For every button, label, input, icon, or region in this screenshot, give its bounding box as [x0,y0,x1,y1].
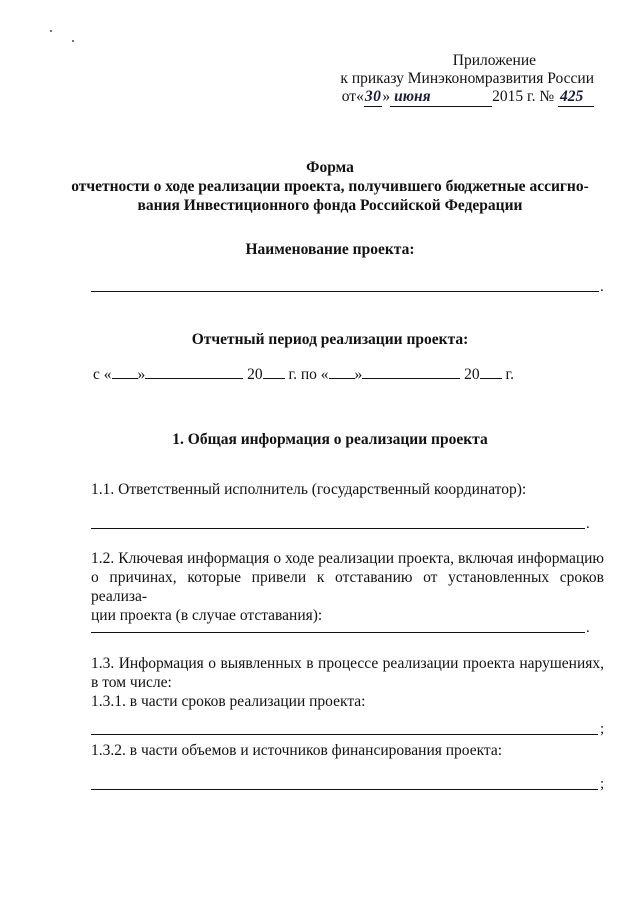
item-1-2-line3: ции проекта (в случае отставания): [91,607,323,624]
item-1-2-line2: о причинах, которые привели к отставанию от установленных сроков реализа- [91,569,604,605]
item-1-2 [91,549,604,625]
reporting-period-line [93,364,514,384]
period-from-year-field[interactable] [263,364,285,379]
period-to-year-prefix: 20 [464,366,480,383]
form-title-line1: Форма [306,159,354,176]
item-1-1: 1.1. Ответственный исполнитель (государственный координатор): [91,481,527,498]
date-year: 2015 г. № [492,88,555,105]
handwritten-month: июня [390,88,492,107]
item-1-3 [91,654,604,711]
handwritten-order-number: 425 [558,88,594,107]
appendix-header [0,52,594,107]
item-1-2-end: . [586,620,590,636]
order-date-line [0,88,594,107]
period-from-quote: » [137,366,146,383]
handwritten-day: 30 [364,88,382,105]
period-from-prefix: с « [93,366,112,383]
period-to-year-field[interactable] [480,364,502,379]
period-from-day-field[interactable] [112,364,138,379]
period-from-year-prefix: 20 [247,366,263,383]
speck [50,30,52,32]
item-1-3-2-field-line[interactable] [91,789,598,790]
item-1-3-1-field-line[interactable] [91,734,598,735]
item-1-3-2-end: ; [600,776,605,792]
appendix-label: Приложение [452,52,536,69]
period-to-day-field[interactable] [329,364,355,379]
speck [72,40,74,42]
form-title-line3: вания Инвестиционного фонда Российской Федерации [137,197,523,214]
item-1-1-end: . [586,516,590,532]
project-name-end: . [600,279,604,295]
item-1-3-2: 1.3.2. в части объемов и источников финансирования проекта: [91,742,503,759]
date-quote: » [382,88,391,105]
form-title-line2: отчетности о ходе реализации проекта, получившего бюджетные ассигно- [71,178,589,195]
date-prefix: от« [341,88,364,105]
item-1-1-field-line[interactable] [91,528,585,529]
order-reference: к приказу Минэкономразвития России [340,70,594,87]
period-to-quote: » [354,366,363,383]
item-1-2-line1: 1.2. Ключевая информация о ходе реализации проекта, включая информацию [91,550,604,567]
item-1-3-line1: 1.3. Информация о выявленных в процессе реализации проекта нарушениях, [91,655,604,672]
item-1-3-1-end: ; [600,721,605,737]
period-mid: г. по « [288,366,329,383]
item-1-3-1: 1.3.1. в части сроков реализации проекта: [91,693,366,710]
item-1-2-field-line[interactable] [91,632,585,633]
period-end: г. [505,366,515,383]
period-from-month-field[interactable] [145,364,243,379]
period-to-month-field[interactable] [362,364,460,379]
form-title [60,158,600,215]
project-name-label: Наименование проекта: [245,241,415,258]
section1-heading: 1. Общая информация о реализации проекта [172,431,488,448]
item-1-3-line2: в том числе: [91,674,172,691]
project-name-field-line[interactable] [91,291,599,292]
reporting-period-label: Отчетный период реализации проекта: [191,331,469,348]
